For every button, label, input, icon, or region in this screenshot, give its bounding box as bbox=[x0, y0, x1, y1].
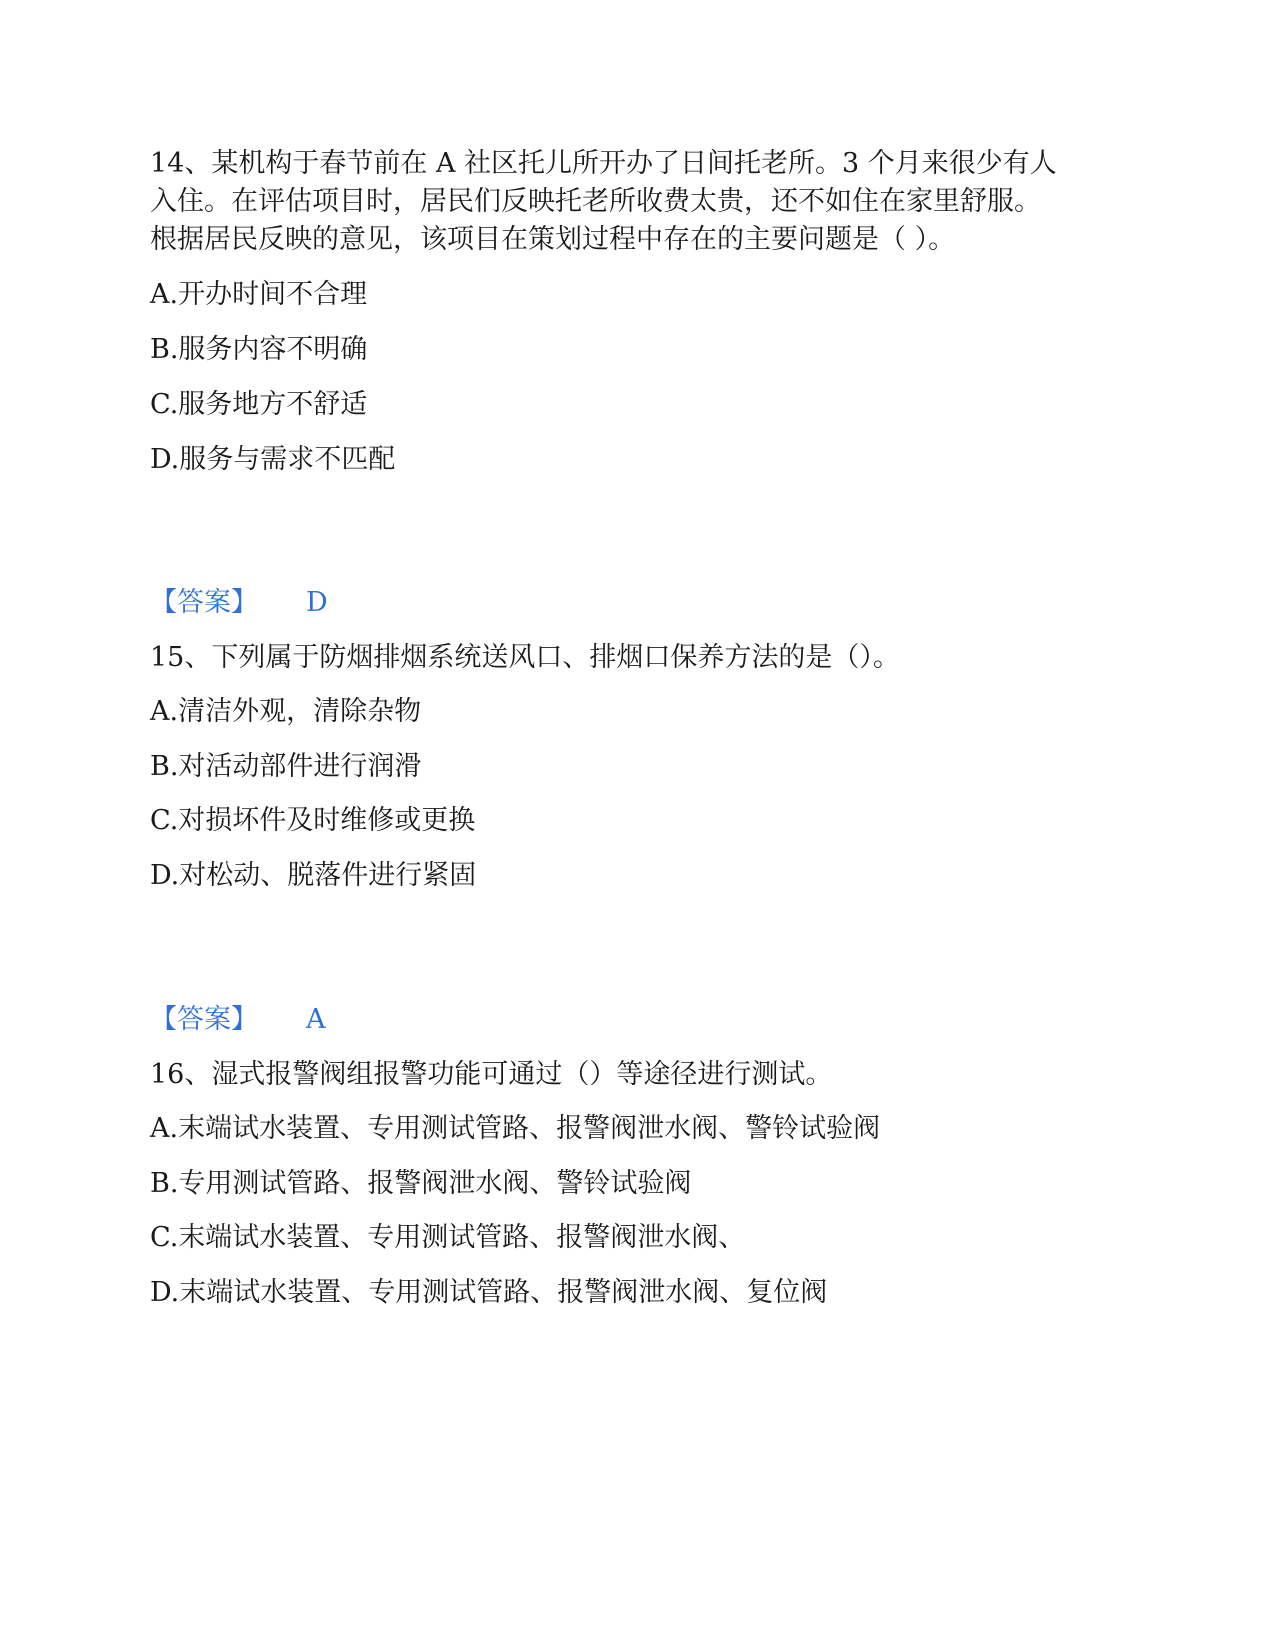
q14-option-b: B.服务内容不明确 bbox=[150, 334, 368, 365]
q14-stem-line-1: 14、某机构于春节前在 A 社区托儿所开办了日间托老所。3 个月来很少有人 bbox=[150, 148, 1057, 179]
q14-option-a: A.开办时间不合理 bbox=[150, 279, 368, 310]
q15-option-a: A.清洁外观，清除杂物 bbox=[150, 696, 422, 727]
q14-answer-label: 【答案】 bbox=[150, 587, 258, 618]
q14-stem-line-2: 入住。在评估项目时，居民们反映托老所收费太贵，还不如住在家里舒服。 bbox=[150, 186, 1041, 217]
q14-stem-line-3: 根据居民反映的意见，该项目在策划过程中存在的主要问题是（ ）。 bbox=[150, 224, 956, 255]
q15-option-c: C.对损坏件及时维修或更换 bbox=[150, 805, 476, 836]
q15-answer-value: A bbox=[306, 1004, 326, 1035]
q16-option-c: C.末端试水装置、专用测试管路、报警阀泄水阀、 bbox=[150, 1222, 746, 1253]
q15-answer bbox=[150, 1002, 326, 1038]
q16-stem-line-1: 16、湿式报警阀组报警功能可通过（）等途径进行测试。 bbox=[150, 1059, 833, 1090]
q16-option-d: D.末端试水装置、专用测试管路、报警阀泄水阀、复位阀 bbox=[150, 1277, 828, 1308]
q15-stem-line-1: 15、下列属于防烟排烟系统送风口、排烟口保养方法的是（）。 bbox=[150, 642, 900, 673]
q16-option-b: B.专用测试管路、报警阀泄水阀、警铃试验阀 bbox=[150, 1168, 692, 1199]
q15-answer-label: 【答案】 bbox=[150, 1004, 258, 1035]
q15-option-d: D.对松动、脱落件进行紧固 bbox=[150, 860, 477, 891]
q16-option-a: A.末端试水装置、专用测试管路、报警阀泄水阀、警铃试验阀 bbox=[150, 1113, 881, 1144]
q14-answer bbox=[150, 585, 328, 621]
q14-option-d: D.服务与需求不匹配 bbox=[150, 444, 396, 475]
q14-option-c: C.服务地方不舒适 bbox=[150, 389, 368, 420]
q14-answer-value: D bbox=[306, 587, 328, 618]
q15-option-b: B.对活动部件进行润滑 bbox=[150, 751, 422, 782]
